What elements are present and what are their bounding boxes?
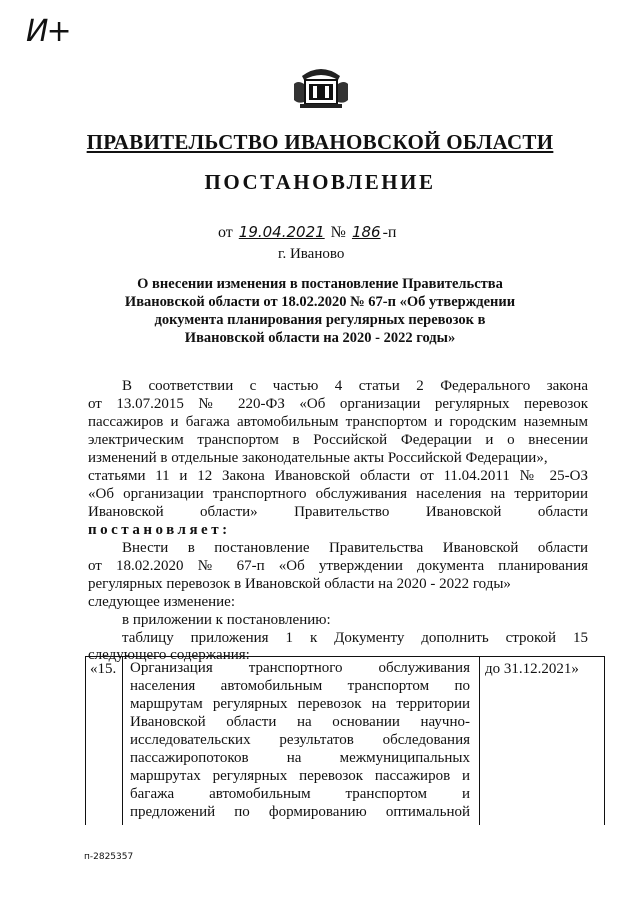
decree-word: постановляет: (88, 522, 231, 538)
body-line: следующего содержания: (88, 647, 250, 663)
body-line: от 13.07.2015 № 220-ФЗ «Об организации регулярных перевозок (88, 396, 588, 412)
body-line: Ивановской области» Правительство Ивановской области (88, 504, 588, 520)
body-line: статьями 11 и 12 Закона Ивановской области от 11.04.2011 № 25-ОЗ (88, 468, 588, 484)
dateline (218, 223, 396, 242)
body-line: Внести в постановление Правительства Ивановской области (122, 540, 588, 556)
body-line: пассажиров и багажа автомобильным транспортом и городским наземным (88, 414, 588, 430)
body-line: таблицу приложения 1 к Документу дополнить строкой 15 (122, 630, 588, 646)
table-text-line: багажа автомобильным транспортом и (130, 786, 470, 802)
table-text-line: маршрутах регулярных перевозок пассажиров и (130, 768, 470, 784)
body-line: электрическим транспортом в Российской Федерации и о внесении (88, 432, 588, 448)
table-row-number: «15. (90, 661, 117, 677)
table-column-divider (122, 657, 123, 825)
body-line: «Об организации транспортного обслуживания населения на территории (88, 486, 588, 502)
city: г. Иваново (278, 246, 345, 262)
document-subject: О внесении изменения в постановление Правительства Ивановской области от 18.02.2020 № 67-п «Об утверждении документа планирования регулярных перевозок в Ивановской области на 2020 - 2022 годы» (124, 276, 516, 346)
table-text-line: предложений по формированию оптимальной (130, 804, 470, 820)
document-date: 19.04.2021 (238, 223, 325, 241)
body-line: регулярных перевозок в Ивановской области на 2020 - 2022 годы» (88, 576, 511, 592)
table-text-line: населения автомобильным транспортом по (130, 678, 470, 694)
footer-code: п-2825357 (84, 852, 134, 862)
table-text-line: Организация транспортного обслуживания (130, 660, 470, 676)
document-type: ПОСТАНОВЛЕНИЕ (204, 170, 436, 194)
table-text-line: исследовательских результатов обследования (130, 732, 470, 748)
table-text-line: Ивановской области на основании научно- (130, 714, 470, 730)
body-line: В соответствии с частью 4 статьи 2 Федерального закона (122, 378, 588, 394)
document-number: 186 (351, 223, 381, 241)
table-text-line: маршрутам регулярных перевозок на территории (130, 696, 470, 712)
table-column-divider (479, 657, 480, 825)
body-line: от 18.02.2020 № 67-п «Об утверждении документа планирования (88, 558, 588, 574)
date-prefix: от (218, 224, 233, 241)
body-line: в приложении к постановлению: (122, 612, 331, 628)
coat-of-arms-emblem (292, 62, 350, 110)
table-deadline: до 31.12.2021» (485, 661, 579, 677)
number-sign: № (330, 224, 346, 241)
handwritten-note: И+ (26, 14, 70, 49)
table-text-line: пассажиропотоков на межмуниципальных (130, 750, 470, 766)
body-line: изменений в отдельные законодательные акты Российской Федерации», (88, 450, 548, 466)
body-line: следующее изменение: (88, 594, 236, 610)
government-title: ПРАВИТЕЛЬСТВО ИВАНОВСКОЙ ОБЛАСТИ (86, 130, 554, 154)
number-suffix: -п (382, 224, 397, 241)
